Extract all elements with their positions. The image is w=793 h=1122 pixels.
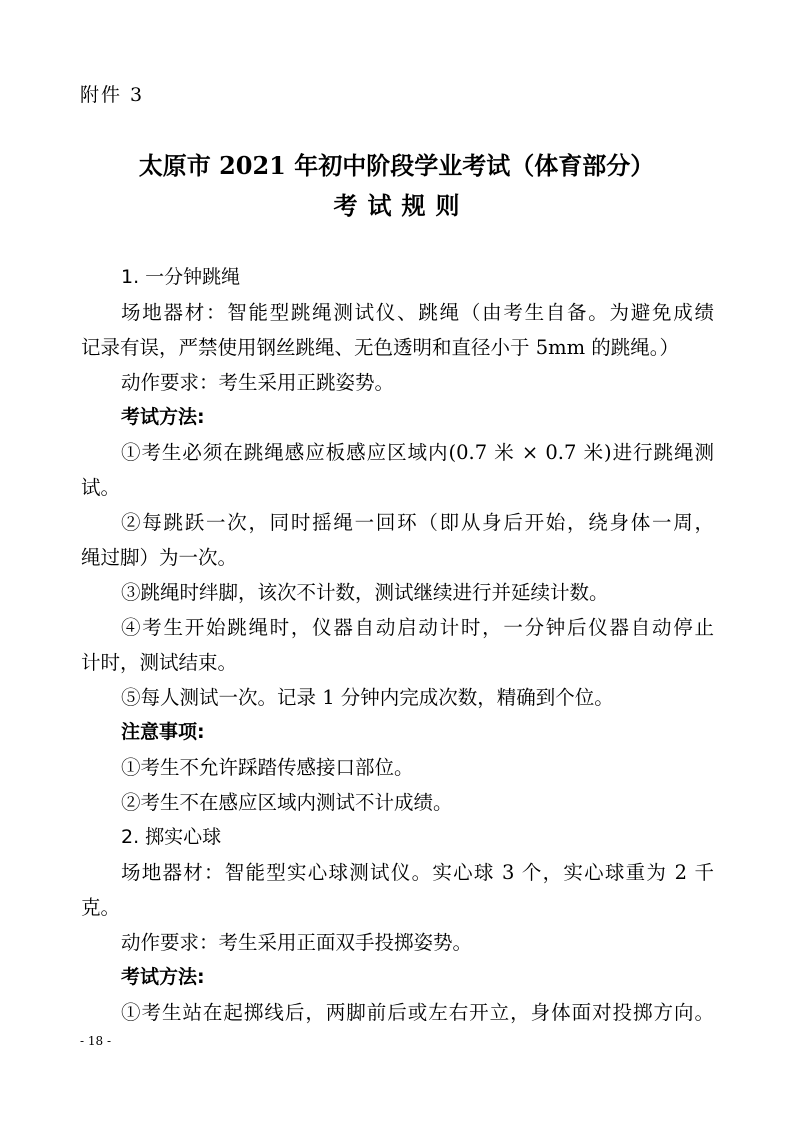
section1-method-heading: 考试方法:	[121, 406, 205, 428]
document-title: 太原市 2021 年初中阶段学业考试（体育部分）	[138, 151, 655, 180]
section1-method4-line1: ④考生开始跳绳时，仪器自动启动计时，一分钟后仪器自动停止	[121, 616, 714, 639]
section1-notes-heading: 注意事项:	[121, 721, 205, 743]
section2-heading: 2. 掷实心球	[121, 826, 222, 848]
document-subtitle: 考试规则	[333, 191, 470, 220]
section1-method5: ⑤每人测试一次。记录 1 分钟内完成次数，精确到个位。	[121, 686, 614, 709]
section1-method3: ③跳绳时绊脚，该次不计数，测试继续进行并延续计数。	[121, 581, 609, 604]
section1-method2-line1: ②每跳跃一次，同时摇绳一回环（即从身后开始，绕身体一周，	[121, 511, 714, 534]
section2-equipment-line2: 克。	[81, 896, 121, 919]
page-number: - 18 -	[80, 1034, 112, 1048]
section2-action: 动作要求：考生采用正面双手投掷姿势。	[121, 931, 473, 954]
section1-action: 动作要求：考生采用正跳姿势。	[121, 371, 395, 394]
section1-heading: 1. 一分钟跳绳	[121, 266, 241, 288]
section1-method1-line2: 试。	[81, 476, 121, 499]
section2-method-heading: 考试方法:	[121, 966, 205, 988]
section1-equipment-line1: 场地器材：智能型跳绳测试仪、跳绳（由考生自备。为避免成绩	[121, 301, 714, 324]
section1-note2: ②考生不在感应区域内测试不计成绩。	[121, 791, 453, 814]
section2-method1: ①考生站在起掷线后，两脚前后或左右开立，身体面对投掷方向。	[121, 1001, 714, 1024]
section1-method4-line2: 计时，测试结束。	[81, 651, 238, 674]
section1-method1-line1: ①考生必须在跳绳感应板感应区域内(0.7 米 × 0.7 米)进行跳绳测	[121, 441, 714, 464]
section1-equipment-line2: 记录有误，严禁使用钢丝跳绳、无色透明和直径小于 5mm 的跳绳。）	[81, 336, 680, 359]
annex-label: 附件 3	[80, 84, 145, 106]
section1-note1: ①考生不允许踩踏传感接口部位。	[121, 756, 414, 779]
section2-equipment-line1: 场地器材：智能型实心球测试仪。实心球 3 个，实心球重为 2 千	[121, 861, 714, 884]
section1-method2-line2: 绳过脚）为一次。	[81, 546, 238, 569]
